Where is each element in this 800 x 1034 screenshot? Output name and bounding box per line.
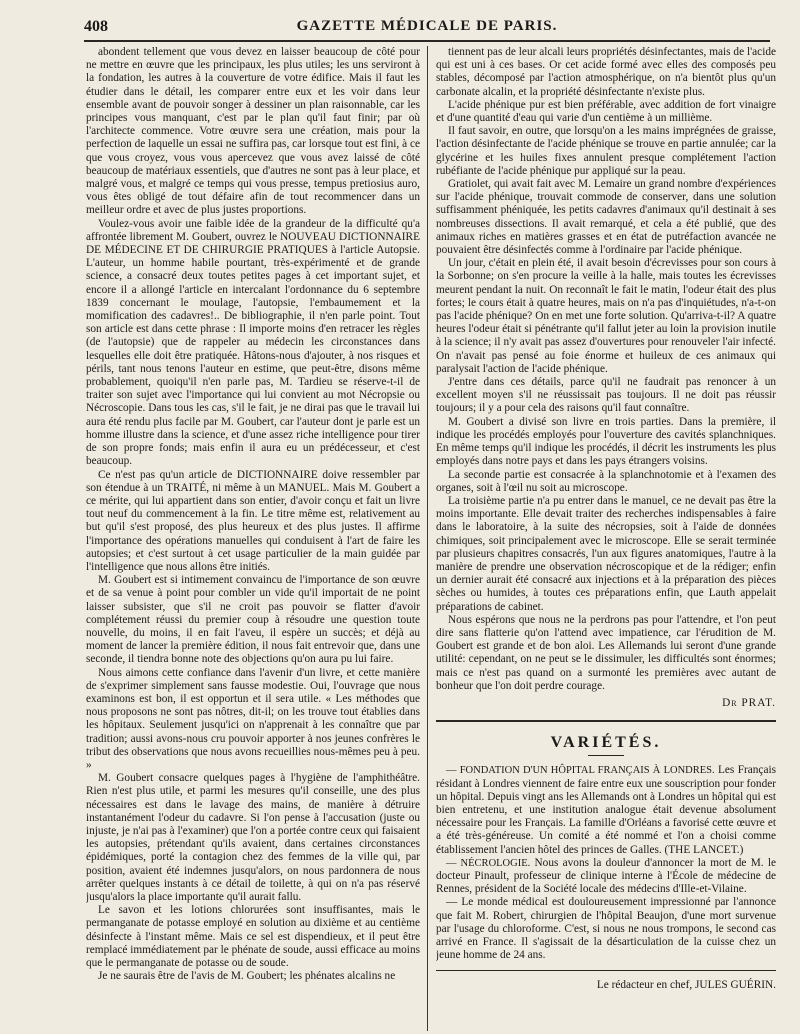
varietes-section (436, 764, 776, 962)
article-paragraph: Un jour, c'était en plein été, il avait besoin d'écrevisses pour son cours à la Sorbonne; on s'en procure la veille à la halle, mais toutes les écrevisses meurent pendant la nuit. On reconnaît le fait le matin, l'odeur était des plus fortes; le cours était à quatre heures, mais on n'a pas d'inquiétudes, n'a-t-on pas l'acide phénique? On en met une forte solution. Qu'arriva-t-il? A quatre heures l'odeur était si pénétrante qu'il fallut jeter au loin la provision inutile à la science; il n'y avait pas assez d'ouvertures pour renouveler l'air infecté. On n'avait pas pensé au foie énorme et huileux de ces animaux qui paralysait l'action de l'acide phénique. (436, 257, 776, 375)
news-text: Nous avons la douleur d'annoncer la mort de M. le docteur Pinault, professeur de clinique interne à l'École de médecine de Rennes, président de la Société locale des médecins d'Ille-et-Vilaine. (436, 856, 776, 896)
news-heading: — FONDATION D'UN HÔPITAL FRANÇAIS À LONDRES. (446, 765, 715, 777)
article-paragraph: L'acide phénique pur est bien préférable, avec addition de fort vinaigre et d'une quantité d'eau qui varie d'un centième à un millième. (436, 98, 776, 125)
article-paragraph: Nous espérons que nous ne la perdrons pas pour l'attendre, et l'on peut dire sans flatterie qu'on l'attend avec impatience, car l'érudition de M. Goubert est grande et de bon aloi. Les Allemands lui seront d'une grande utilité: cependant, on ne peut se le dissimuler, les difficultés sont énormes; mais ce n'est pas quand on a surmonté les premières avec autant de bonheur que l'on doit perdre courage. (436, 613, 776, 692)
journal-title: GAZETTE MÉDICALE DE PARIS. (296, 18, 558, 34)
article-paragraph: La seconde partie est consacrée à la splanchnotomie et à l'examen des organes, soit à l'œil nu soit au microscope. (436, 468, 776, 494)
article-paragraph: Ce n'est pas qu'un article de DICTIONNAIRE doive ressembler par son étendue à un TRAITÉ, ni même à un MANUEL. Mais M. Goubert a ce mérite, qui lui appartient dans son entier, d'avoir conçu et fait un livre tout neuf du commencement à la fin. Le titre même est, relativement au but qu'il s'est proposé, des plus heureux et des plus justes. Il affirme l'importance des opérations manuelles qui conduisent à l'art de faire les autopsies; et c'est surtout à cet usage particulier de la main guidée par l'intelligence que nous allons être initiés. (86, 468, 420, 573)
article-signature (436, 697, 776, 710)
page-header (84, 16, 770, 42)
article-paragraph: abondent tellement que vous devez en laisser beaucoup de côté pour ne mettre en œuvre que les principaux, les plus utiles; les uns serviront à la fondation, les autres à la couverture de votre édifice. Mais il faut les étudier dans le détail, les comparer entre eux et les voir dans leur ensemble avant de pouvoir songer à dessiner un plan raisonnable, car les principes vous manquant, c'est par le plan qu'il faut finir; par où l'architecte commence. Votre œuvre sera une création, mais pour la perfection de laquelle un essai ne suffira pas, car lorsque tout est fini, à ce que vous croyez, vous vous apercevez que vous avez laissé de côté beaucoup de matériaux essentiels, que d'autres ne sont pas à leur place, et malgré vous, et malgré ce temps qui vous presse, tempus pretiosius auro, vous êtes obligé de tout défaire afin de tout recommencer dans un meilleur ordre et avec de plus justes proportions. (86, 46, 420, 217)
article-paragraph: Je ne saurais être de l'avis de M. Goubert; les phénates alcalins ne (98, 970, 396, 983)
article-paragraph: M. Goubert est si intimement convaincu de l'importance de son œuvre et de sa venue à point pour combler un vide qu'il importait de ne point laisser subsister, que s'il ne croit pas pouvoir se flatter d'avoir complétement réussi du premier coup à résoudre une question toute nouvelle, du moins, il en fait l'aveu, il espère un succès; et déjà au moment de lancer la première édition, il nous fait entrevoir que, dans une seconde, il tiendra bonne note des objections qu'on aura pu lui faire. (86, 574, 420, 666)
article-paragraph: Voulez-vous avoir une faible idée de la grandeur de la difficulté qu'a affrontée librement M. Goubert, ouvrez le NOUVEAU DICTIONNAIRE DE MÉDECINE ET DE CHIRURGIE PRATIQUES à l'article Autopsie. L'auteur, un homme habile pourtant, très-expérimenté et de grande science, a consacré deux toutes petites pages à cet important sujet, et encore il a allongé l'article en intercalant l'ordonnance du 6 septembre 1839 concernant le moulage, l'autopsie, l'embaumement et la momification des cadavres!.. De bibliographie, il n'en parle point. Tout son article est dans cette phrase : Il importe moins d'en retracer les règles (de l'autopsie) que de rappeler au médecin les circonstances dans lesquelles elle doit être pratiquée. Hâtons-nous d'ajouter, à nos risques et périls, tant nous tenons l'auteur en estime, que peut-être, disons même probablement, quoiqu'il n'en parle pas, M. Tardieu se réserve-t-il de traiter son sujet avec l'importance qui lui convient au mot Nécropsie ou Nécroscopie. Dans tous les cas, s'il le fait, je ne dirai pas que le travail lui aura été rendu plus facile par M. Goubert, car l'auteur dont je parle est un homme illustre dans la science, et d'une assez riche intelligence pour tirer de son propre fonds; mais enfin il aura eu un prédécesseur, et c'est beaucoup. (86, 217, 420, 468)
signature-text: Dr PRAT. (722, 696, 776, 709)
section-separator (436, 716, 776, 722)
article-paragraph: J'entre dans ces détails, parce qu'il ne faudrait pas renoncer à un excellent moyen s'il ne réussissait pas toujours. Il ne doit pas réussir toujours; il y a pour cela des raisons qu'il faut connaître. (436, 376, 776, 415)
news-item (436, 896, 776, 962)
right-column (436, 46, 776, 1032)
article-paragraph: M. Goubert a divisé son livre en trois parties. Dans la première, il indique les procédés employés pour l'ouverture des cavités splanchniques. En même temps qu'il indique les procédés, il décrit les instruments les plus employés dans notre pays et dans les pays étrangers voisins. (436, 415, 776, 468)
article-paragraph: M. Goubert consacre quelques pages à l'hygiène de l'amphithéâtre. Rien n'est plus utile, et parmi les mesures qu'il conseille, une des plus nécessaires est dans le lavage des mains, de manière à détruire instantanément l'odeur du cadavre. Si l'on pense à l'accusation (juste ou injuste, je n'ai pas à l'examiner) que l'on a portée contre ceux qui faisaient les autopsies, prétendant qu'ils avaient, dans certaines circonstances épidémiques, porté la contagion chez des femmes de la ville qui, par position, avaient été indemnes jusqu'alors, on nous pardonnera de nous arrêter quelques instants à ce détail de toilette, à qui on n'a pas réservé jusqu'alors la place importante qu'il aurait fallu. (86, 772, 420, 903)
varietes-title: VARIÉTÉS. (550, 734, 662, 752)
editor-signature: Le rédacteur en chef, JULES GUÉRIN. (596, 979, 776, 992)
article-paragraph: Nous aimons cette confiance dans l'avenir d'un livre, et cette manière de s'exprimer simplement sans fausse modestie. Oui, l'ouvrage que nous examinons est bon, il est opportun et il sera utile. « Les méthodes que nous proposons ne sont pas nôtres, dit-il; on les trouve tout établies dans les hôpitaux. Seulement jusqu'ici on n'apprenait à les connaître que par tradition; aussi avons-nous cru pouvoir apporter à nos jeunes confrères le tribut des observations que nous avons recueillies nous-mêmes peu à peu. » (86, 666, 420, 771)
news-text: Les Français résidant à Londres viennent de faire entre eux une souscription pour fonder un hôpital. Depuis vingt ans les Allemands ont à Londres un hôpital qui est bien entretenu, et une institution analogue était devenue absolument nécessaire pour les Français. La famille d'Orléans a favorisé cette œuvre et a été très-généreuse. Un comité a été nommé et l'on a choisi comme établissement l'ancien hôtel des princes de Galles. (THE LANCET.) (436, 764, 776, 856)
article-paragraph: tiennent pas de leur alcali leurs propriétés désinfectantes, mais de l'acide qui est uni à ces bases. Or cet acide formé avec elles des composés peu stables, décomposé par l'action atmosphérique, on n'a bientôt plus qu'un carbonate alcalin, et la propriété désinfectante n'existe plus. (436, 46, 776, 98)
editor-rule (436, 970, 776, 971)
article-paragraph: La troisième partie n'a pu entrer dans le manuel, ce ne devait pas être la moins importante. Elle devait traiter des recherches indispensables à faire dans le laboratoire, à la suite des nécropsies, soit à l'aide de données chimiques, soit principalement avec le microscope. Elle se serait terminée par plusieurs chapitres consacrés, l'un aux figures anatomiques, l'autre à la manière de prendre une observation nécroscopique et de la rédiger; enfin un dernier aurait été consacré aux injections et à la préparation des pièces sèches ou humides, à toutes ces préparations enfin, que Lauth appelait préparations de cabinet. (436, 494, 776, 613)
left-column (86, 46, 420, 1032)
article-paragraph: Gratiolet, qui avait fait avec M. Lemaire un grand nombre d'expériences sur l'acide phénique, trouvait commode de conserver, dans une solution suffisamment phéniquée, les petits cadavres d'animaux qu'il destinait à ses nombreuses dissections. Il avait remarqué, et cela a été publié, que des animaux riches en matières grasses et en état de putréfaction avancée ne pouvaient être désinfectés comme à l'ordinaire par l'acide phénique. (436, 178, 776, 257)
article-paragraph: Le savon et les lotions chlorurées sont insuffisantes, mais le permanganate de potasse employé en solution au dixième et au centième désinfecte à l'instant même. Mais ce sel est dispendieux, et il peut être remplacé immédiatement par le phénate de soude, aussi efficace au moins que le permanganate de potasse ou de soude. (86, 904, 420, 970)
news-heading: — NÉCROLOGIE. (446, 857, 531, 869)
news-item (436, 764, 776, 856)
page-number: 408 (84, 18, 108, 35)
news-item (436, 857, 776, 897)
title-underline (588, 755, 624, 756)
column-divider (427, 46, 428, 1031)
article-paragraph: Il faut savoir, en outre, que lorsqu'on a les mains imprégnées de graisse, l'action désinfectante de l'acide phénique se trouve en partie annulée; car la glycérine et les huiles fixes annulent presque complétement l'action rubéfiante de l'acide phénique pur appliqué sur la peau. (436, 125, 776, 177)
news-text: — Le monde médical est douloureusement impressionné par l'annonce que fait M. Robert, chirurgien de l'hôpital Beaujon, d'une mort survenue par l'usage du chloroforme. C'est, si nous ne nous trompons, le second cas arrivé en France. Il s'agissait de la désarticulation de la cuisse chez un jeune homme de 24 ans. (436, 896, 776, 962)
